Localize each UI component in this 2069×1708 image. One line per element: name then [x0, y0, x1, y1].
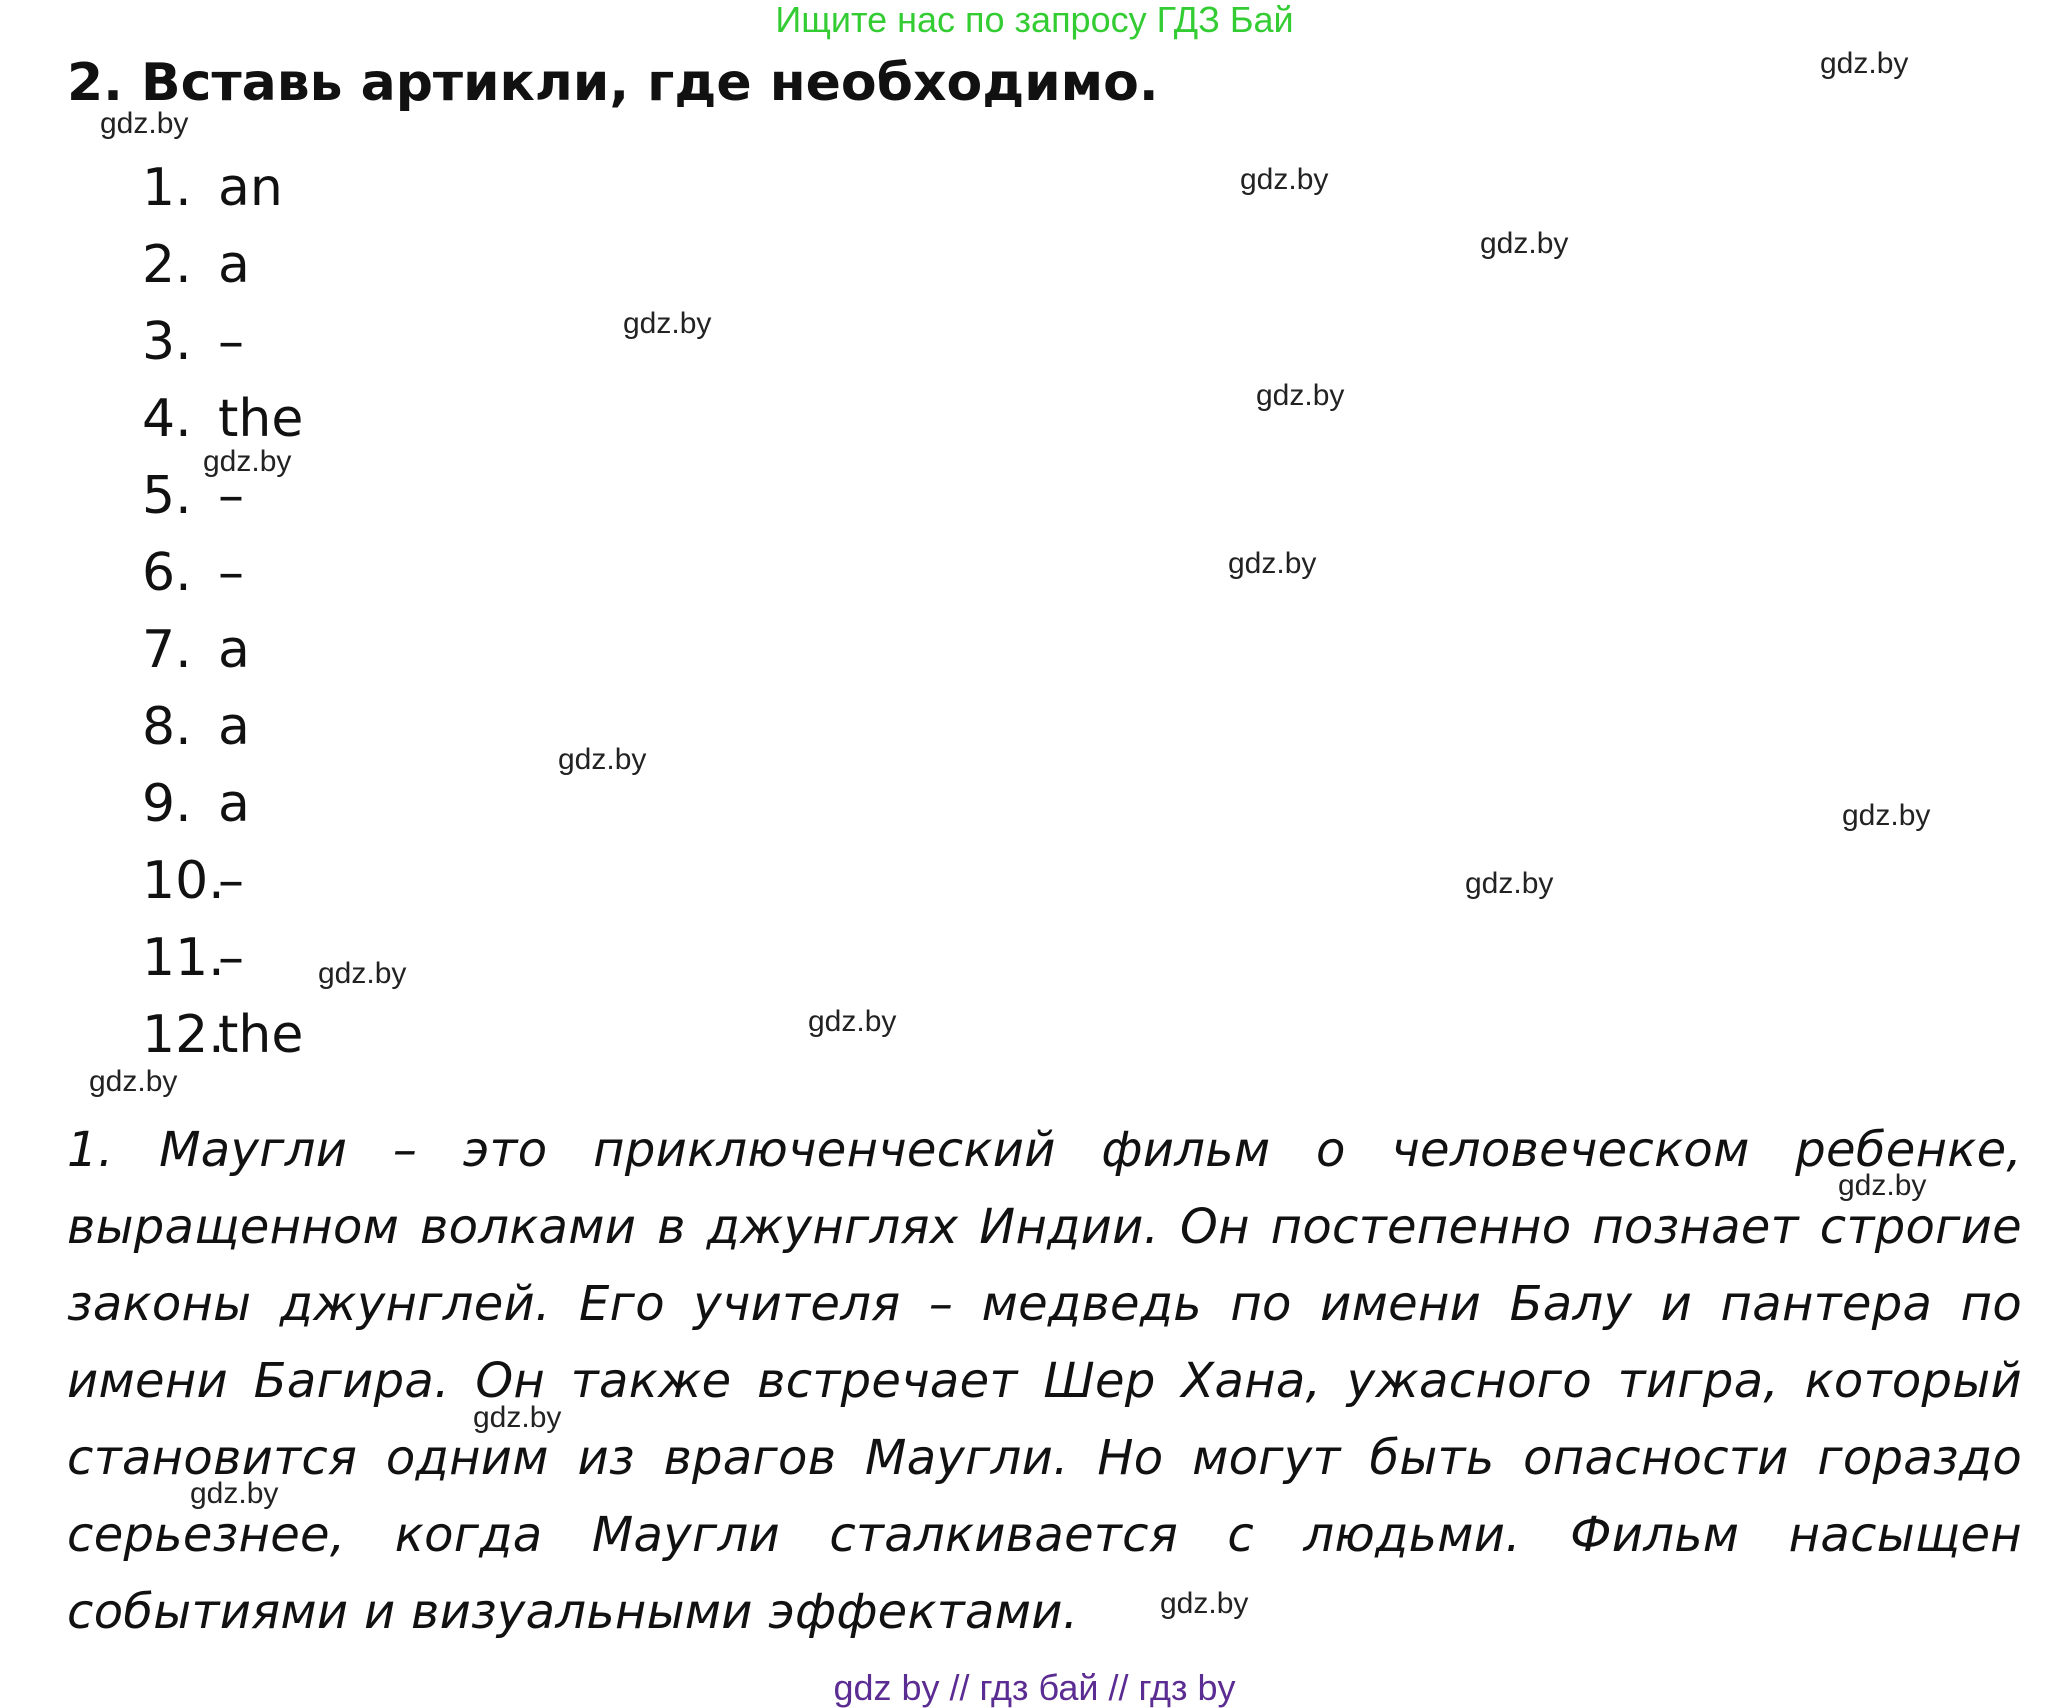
answer-item [142, 766, 303, 843]
answer-value: – [218, 466, 244, 526]
watermark: gdz.by [1256, 379, 1345, 412]
answer-number: 6. [142, 543, 192, 603]
answer-item [142, 920, 303, 997]
answer-item [142, 689, 303, 766]
watermark: gdz.by [1838, 1169, 1927, 1202]
search-banner: Ищите нас по запросу ГДЗ Бай [775, 0, 1294, 40]
answer-number: 7. [142, 620, 192, 680]
answer-item [142, 535, 303, 612]
answer-item [142, 227, 303, 304]
answer-item [142, 150, 303, 227]
answer-number: 8. [142, 697, 192, 757]
answer-number: 4. [142, 389, 192, 449]
answer-value: a [218, 774, 250, 834]
translation-paragraph: 1. Маугли – это приключенческий фильм о человеческом ребенке, выращенном волками в джунглях Индии. Он постепенно познает строгие законы джунглей. Его учителя – медведь по имени Балу и пантера по имени Багира. Он также встречает Шер Хана, ужасного тигра, который становится одним из врагов Маугли. Но могут быть опасности гораздо серьезнее, когда Маугли сталкивается с людьми. Фильм насыщен событиями и визуальными эффектами. [67, 1122, 2022, 1640]
watermark: gdz.by [808, 1005, 897, 1038]
answer-value: an [218, 158, 283, 218]
watermark: gdz.by [190, 1477, 279, 1510]
footer-links: gdz by // гдз бай // гдз by [833, 1667, 1236, 1708]
watermark: gdz.by [203, 445, 292, 478]
answer-value: – [218, 851, 244, 911]
watermark: gdz.by [1160, 1587, 1249, 1620]
answer-item [142, 612, 303, 689]
answer-value: – [218, 928, 244, 988]
watermark: gdz.by [623, 307, 712, 340]
watermark: gdz.by [318, 957, 407, 990]
answer-item [142, 997, 303, 1074]
exercise-title: 2. Вставь артикли, где необходимо. [67, 53, 1159, 113]
answer-value: – [218, 543, 244, 603]
answer-number: 12. [142, 1005, 225, 1065]
answer-value: a [218, 235, 250, 295]
answer-value: a [218, 620, 250, 680]
answer-value: the [218, 389, 304, 449]
answer-item [142, 304, 303, 381]
watermark: gdz.by [1240, 163, 1329, 196]
watermark: gdz.by [1465, 867, 1554, 900]
answer-item [142, 843, 303, 920]
watermark: gdz.by [473, 1401, 562, 1434]
watermark: gdz.by [1228, 547, 1317, 580]
answer-number: 5. [142, 466, 192, 526]
answer-number: 2. [142, 235, 192, 295]
answer-number: 3. [142, 312, 192, 372]
answer-value: a [218, 697, 250, 757]
answer-list [142, 150, 303, 1074]
answer-number: 10. [142, 851, 225, 911]
answer-number: 1. [142, 158, 192, 218]
watermark: gdz.by [89, 1065, 178, 1098]
answer-value: the [218, 1005, 304, 1065]
watermark: gdz.by [100, 107, 189, 140]
watermark: gdz.by [1480, 227, 1569, 260]
answer-number: 11. [142, 928, 225, 988]
answer-number: 9. [142, 774, 192, 834]
watermark: gdz.by [1820, 47, 1909, 80]
watermark: gdz.by [558, 743, 647, 776]
watermark: gdz.by [1842, 799, 1931, 832]
answer-value: – [218, 312, 244, 372]
